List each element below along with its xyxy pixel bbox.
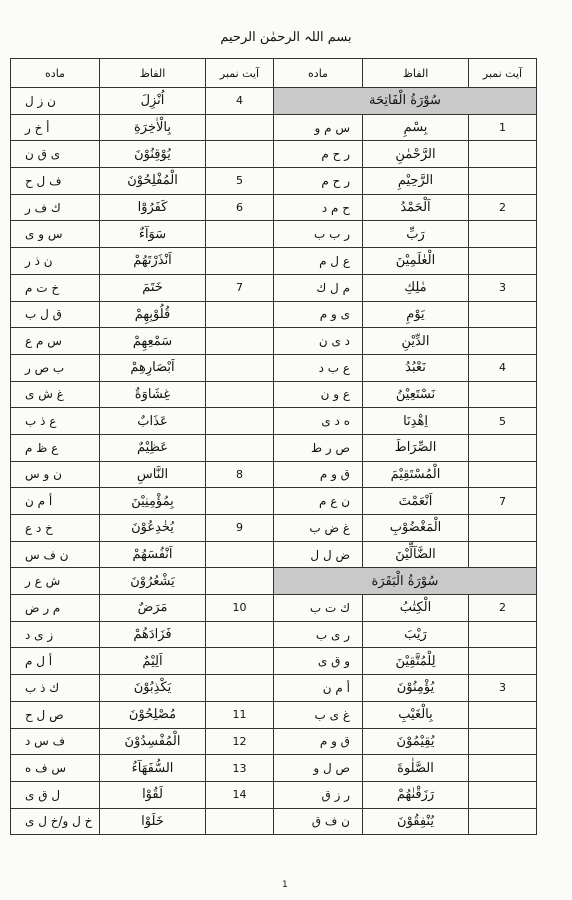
verse-number: 8 [206,461,274,488]
header-row [11,59,537,88]
verse-number: 13 [206,755,274,782]
vocabulary-table [10,58,537,835]
table-row [11,274,537,301]
word-cell: رَزَقْنٰهُمْ [363,781,469,808]
verse-number [206,808,274,835]
table-row [11,701,537,728]
root-cell: م ر ض [11,595,100,622]
word-cell: الصَّلٰوةَ [363,755,469,782]
word-cell: الرَّحِيْمِ [363,168,469,195]
verse-number [469,328,537,355]
table-row [11,515,537,542]
col-header-word-left: الفاظ [100,59,206,88]
word-cell: مَرَضٌ [100,595,206,622]
verse-number [206,354,274,381]
root-cell: ر ز ق [274,781,363,808]
word-cell: نَسْتَعِيْنُ [363,381,469,408]
word-cell: اَبْصَارِهِمْ [100,354,206,381]
word-cell: اَلِيْمٌ [100,648,206,675]
word-cell: الضَّآلِّيْنَ [363,541,469,568]
verse-number [469,701,537,728]
verse-number [469,248,537,275]
col-header-root-right: ماده [274,59,363,88]
word-cell: اَنْذَرْتَهُمْ [100,248,206,275]
word-cell: مُصْلِحُوْنَ [100,701,206,728]
word-cell: خَلَوْا [100,808,206,835]
verse-number [206,568,274,595]
verse-number: 2 [469,595,537,622]
root-cell: ع ذ ب [11,408,100,435]
verse-number [469,221,537,248]
root-cell: ق و م [274,461,363,488]
word-cell: سَمْعِهِمْ [100,328,206,355]
table-row [11,675,537,702]
root-cell: ك ف ر [11,194,100,221]
word-cell: يُنْفِقُوْنَ [363,808,469,835]
root-cell: غ ش ی [11,381,100,408]
root-cell: ص ر ط [274,434,363,461]
root-cell: ك ت ب [274,595,363,622]
root-cell: و ق ی [274,648,363,675]
verse-number: 5 [206,168,274,195]
verse-number [469,515,537,542]
root-cell: ع و ن [274,381,363,408]
root-cell: أ م ن [274,675,363,702]
table-row [11,328,537,355]
verse-number [206,328,274,355]
verse-number [469,728,537,755]
verse-number: 11 [206,701,274,728]
root-cell: ز ی د [11,621,100,648]
word-cell: اِهْدِنَا [363,408,469,435]
word-cell: الصِّرَاطَ [363,434,469,461]
verse-number: 4 [206,88,274,115]
verse-number [469,541,537,568]
verse-number [469,141,537,168]
word-cell: يَوْمِ [363,301,469,328]
verse-number [206,381,274,408]
verse-number [469,648,537,675]
verse-number [206,408,274,435]
table-row [11,381,537,408]
verse-number [469,381,537,408]
word-cell: رَيْبَ [363,621,469,648]
table-row [11,168,537,195]
root-cell: ع ل م [274,248,363,275]
root-cell: ب ص ر [11,354,100,381]
word-cell: يُقِيْمُوْنَ [363,728,469,755]
root-cell: خ د ع [11,515,100,542]
word-cell: الْمُسْتَقِيْمَ [363,461,469,488]
word-cell: الدِّيْنِ [363,328,469,355]
col-header-root-left: ماده [11,59,100,88]
col-header-word-right: الفاظ [363,59,469,88]
verse-number [469,434,537,461]
table-row [11,194,537,221]
verse-number: 3 [469,274,537,301]
word-cell: عَذَابٌ [100,408,206,435]
verse-number [206,648,274,675]
root-cell: ی ق ن [11,141,100,168]
verse-number [206,301,274,328]
root-cell: ر ب ب [274,221,363,248]
root-cell: ن ف س [11,541,100,568]
root-cell: ع ب د [274,354,363,381]
word-cell: مٰلِكِ [363,274,469,301]
surah-heading: سُوْرَةُ الْفَاتِحَة [274,88,537,115]
table-row [11,461,537,488]
verse-number [206,141,274,168]
root-cell: ف س د [11,728,100,755]
verse-number: 7 [469,488,537,515]
word-cell: لِلْمُتَّقِيْنَ [363,648,469,675]
root-cell: ر ی ب [274,621,363,648]
table-row [11,541,537,568]
root-cell: س و ی [11,221,100,248]
root-cell: ر ح م [274,168,363,195]
table-row [11,301,537,328]
verse-number: 7 [206,274,274,301]
table-row [11,728,537,755]
verse-number [206,434,274,461]
verse-number [469,621,537,648]
root-cell: س م ع [11,328,100,355]
verse-number [206,114,274,141]
root-cell: ك ذ ب [11,675,100,702]
word-cell: النَّاسِ [100,461,206,488]
verse-number [469,168,537,195]
word-cell: بِمُؤْمِنِيْنَ [100,488,206,515]
table-row [11,221,537,248]
root-cell: م ل ك [274,274,363,301]
col-header-verse-left: آیت نمبر [206,59,274,88]
root-cell: أ خ ر [11,114,100,141]
table-row [11,354,537,381]
word-cell: يُوْقِنُوْنَ [100,141,206,168]
word-cell: سَوَآءٌ [100,221,206,248]
root-cell: ف ل ح [11,168,100,195]
root-cell: س ف ه [11,755,100,782]
table-row [11,595,537,622]
table-row [11,808,537,835]
word-cell: عَظِيْمٌ [100,434,206,461]
verse-number [206,675,274,702]
root-cell: ل ق ی [11,781,100,808]
root-cell: غ ض ب [274,515,363,542]
root-cell: ن ز ل [11,88,100,115]
word-cell: الْمُفْلِحُوْنَ [100,168,206,195]
root-cell: ض ل ل [274,541,363,568]
verse-number: 9 [206,515,274,542]
root-cell: ص ل ح [11,701,100,728]
root-cell: ح م د [274,194,363,221]
word-cell: بِالْاٰخِرَةِ [100,114,206,141]
table-row [11,621,537,648]
word-cell: كَفَرُوْا [100,194,206,221]
root-cell: ع ظ م [11,434,100,461]
verse-number [206,248,274,275]
surah-heading: سُوْرَةُ الْبَقَرَة [274,568,537,595]
word-cell: اُنْزِلَ [100,88,206,115]
table-row [11,755,537,782]
verse-number: 3 [469,675,537,702]
root-cell: ق ل ب [11,301,100,328]
word-cell: يُؤْمِنُوْنَ [363,675,469,702]
verse-number: 10 [206,595,274,622]
word-cell: يَشْعُرُوْنَ [100,568,206,595]
word-cell: بِالْغَيْبِ [363,701,469,728]
root-cell: خ ت م [11,274,100,301]
verse-number [469,781,537,808]
word-cell: بِسْمِ [363,114,469,141]
table-row [11,568,537,595]
table-row [11,408,537,435]
table-row [11,141,537,168]
word-cell: الرَّحْمٰنِ [363,141,469,168]
root-cell: ص ل و [274,755,363,782]
root-cell: أ ل م [11,648,100,675]
verse-number: 12 [206,728,274,755]
table-row [11,488,537,515]
verse-number: 14 [206,781,274,808]
root-cell: ن و س [11,461,100,488]
root-cell: ق و م [274,728,363,755]
verse-number [206,221,274,248]
word-cell: يَكْذِبُوْنَ [100,675,206,702]
verse-number: 1 [469,114,537,141]
table-row [11,648,537,675]
root-cell: ن ف ق [274,808,363,835]
root-cell: ن ع م [274,488,363,515]
table-row [11,781,537,808]
table-row [11,434,537,461]
verse-number [206,621,274,648]
word-cell: اَنْعَمْتَ [363,488,469,515]
word-cell: اَلْحَمْدُ [363,194,469,221]
page-number: 1 [282,880,288,890]
verse-number [469,461,537,488]
word-cell: الْعٰلَمِيْنَ [363,248,469,275]
verse-number [469,808,537,835]
verse-number [469,755,537,782]
word-cell: فَزَادَهُمْ [100,621,206,648]
table-row [11,88,537,115]
word-cell: الْمُفْسِدُوْنَ [100,728,206,755]
word-cell: لَقُوْا [100,781,206,808]
root-cell: أ م ن [11,488,100,515]
root-cell: ی و م [274,301,363,328]
verse-number: 5 [469,408,537,435]
verse-number: 2 [469,194,537,221]
verse-number [469,301,537,328]
word-cell: رَبِّ [363,221,469,248]
word-cell: نَعْبُدُ [363,354,469,381]
root-cell: ش ع ر [11,568,100,595]
col-header-verse-right: آیت نمبر [469,59,537,88]
root-cell: غ ی ب [274,701,363,728]
root-cell: س م و [274,114,363,141]
word-cell: يُخٰدِعُوْنَ [100,515,206,542]
table-row [11,114,537,141]
root-cell: ن ذ ر [11,248,100,275]
word-cell: الْمَغْضُوْبِ [363,515,469,542]
root-cell: د ی ن [274,328,363,355]
page-header: بسم اللہ الرحمٰن الرحیم [220,30,352,45]
root-cell: خ ل و/خ ل ی [11,808,100,835]
verse-number [206,488,274,515]
root-cell: ر ح م [274,141,363,168]
verse-number [206,541,274,568]
verse-number: 4 [469,354,537,381]
word-cell: الْكِتٰبُ [363,595,469,622]
root-cell: ه د ی [274,408,363,435]
verse-number: 6 [206,194,274,221]
word-cell: غِشَاوَةٌ [100,381,206,408]
word-cell: خَتَمَ [100,274,206,301]
word-cell: السُّفَهَآءُ [100,755,206,782]
word-cell: اَنْفُسَهُمْ [100,541,206,568]
table-row [11,248,537,275]
word-cell: قُلُوْبِهِمْ [100,301,206,328]
